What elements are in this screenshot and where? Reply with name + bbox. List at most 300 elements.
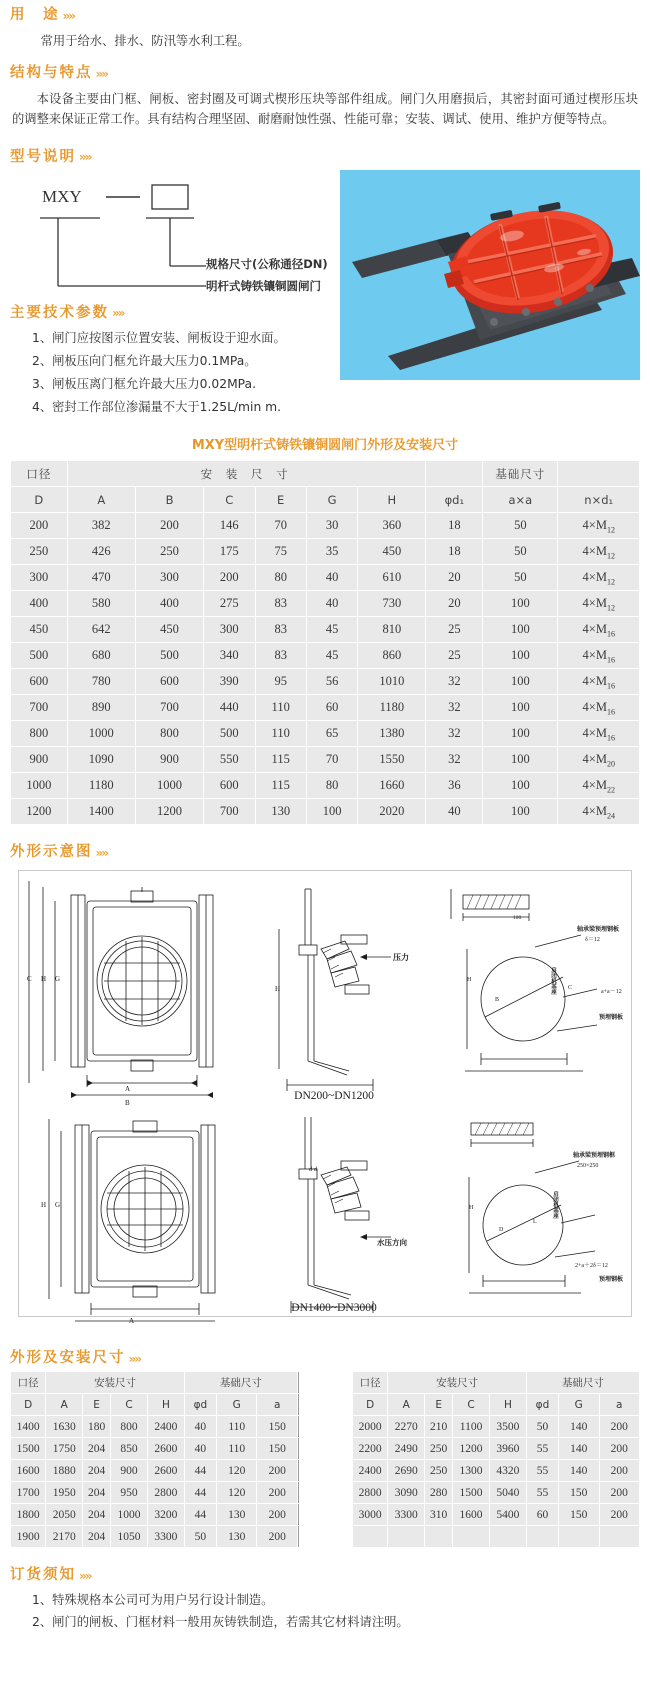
table-cell: 45 bbox=[307, 643, 357, 668]
table-cell: 450 bbox=[358, 539, 425, 564]
table-cell: 75 bbox=[256, 539, 306, 564]
table-cell: 310 bbox=[425, 1504, 452, 1525]
section-heading-structure bbox=[10, 66, 640, 82]
table-row bbox=[11, 1504, 639, 1525]
table-cell: 450 bbox=[11, 617, 67, 642]
svg-text:H: H bbox=[467, 977, 472, 984]
table-cell: 2170 bbox=[46, 1526, 82, 1547]
svg-text:预埋钢板: 预埋钢板 bbox=[599, 1014, 624, 1022]
table-cell: 25 bbox=[426, 617, 482, 642]
table-cell: 360 bbox=[358, 513, 425, 538]
table-cell: 130 bbox=[217, 1504, 257, 1525]
table-cell: 35 bbox=[307, 539, 357, 564]
table-cell: 5400 bbox=[490, 1504, 526, 1525]
table-cell: 204 bbox=[83, 1526, 110, 1547]
table-cell: 120 bbox=[217, 1460, 257, 1481]
col-D: D bbox=[353, 1394, 387, 1415]
table-cell bbox=[490, 1526, 526, 1547]
chevron-right-icon: »» bbox=[128, 1352, 141, 1367]
table-cell: 1200 bbox=[136, 799, 203, 824]
table-cell: 390 bbox=[204, 669, 254, 694]
col-φd: φd bbox=[185, 1394, 216, 1415]
col-D: D bbox=[11, 1394, 45, 1415]
svg-text:H: H bbox=[41, 975, 47, 984]
table-cell: 1400 bbox=[11, 1416, 45, 1437]
table-cell: 140 bbox=[559, 1460, 599, 1481]
col-A: A bbox=[68, 487, 135, 512]
col-G: G bbox=[217, 1394, 257, 1415]
svg-text:B: B bbox=[495, 997, 500, 1004]
table-cell: 2400 bbox=[353, 1460, 387, 1481]
table-cell: 56 bbox=[307, 669, 357, 694]
table-cell: 100 bbox=[483, 669, 557, 694]
table-cell: 900 bbox=[11, 747, 67, 772]
main-table-column-header-row bbox=[11, 487, 639, 512]
table-cell: 100 bbox=[483, 695, 557, 720]
table-cell: 1200 bbox=[11, 799, 67, 824]
svg-text:MXY: MXY bbox=[42, 186, 82, 206]
table-cell: 1750 bbox=[46, 1438, 82, 1459]
table-cell: 115 bbox=[256, 773, 306, 798]
table-cell: 426 bbox=[68, 539, 135, 564]
table-cell: 65 bbox=[307, 721, 357, 746]
table-cell-bolt-spec: $4\times M_{16}$ bbox=[558, 721, 639, 746]
drawing-caption-bottom: DN1400~DN3000 bbox=[291, 1302, 377, 1315]
table-cell: 55 bbox=[527, 1482, 558, 1503]
model-label-size: 规格尺寸(公称通径DN) bbox=[206, 256, 328, 271]
table-cell: 44 bbox=[185, 1460, 216, 1481]
table-cell: 40 bbox=[426, 799, 482, 824]
chevron-right-icon: »» bbox=[95, 66, 108, 81]
table-cell: 250 bbox=[136, 539, 203, 564]
table-cell: 900 bbox=[136, 747, 203, 772]
table-cell: 210 bbox=[425, 1416, 452, 1437]
table-cell: 200 bbox=[600, 1416, 640, 1437]
table-cell: 2690 bbox=[388, 1460, 424, 1481]
table-cell: 2200 bbox=[353, 1438, 387, 1459]
table-cell bbox=[527, 1526, 558, 1547]
table-cell: 40 bbox=[185, 1416, 216, 1437]
svg-text:100: 100 bbox=[513, 915, 522, 922]
section-heading-outline-dims bbox=[10, 1351, 640, 1367]
table-cell: 2400 bbox=[148, 1416, 184, 1437]
table-cell: 3200 bbox=[148, 1504, 184, 1525]
table-cell: 100 bbox=[483, 747, 557, 772]
structure-heading-text: 结构与特点 bbox=[10, 64, 93, 81]
outline-drawing-box bbox=[18, 870, 632, 1326]
svg-text:H: H bbox=[275, 985, 281, 994]
table-row bbox=[11, 643, 639, 668]
dual-table-body bbox=[11, 1416, 639, 1547]
table-cell: 60 bbox=[527, 1504, 558, 1525]
col-A: A bbox=[46, 1394, 82, 1415]
table-cell: 150 bbox=[559, 1504, 599, 1525]
table-cell: 110 bbox=[217, 1416, 257, 1437]
table-cell: 2800 bbox=[353, 1482, 387, 1503]
table-cell: 204 bbox=[83, 1460, 110, 1481]
table-divider bbox=[298, 1460, 352, 1481]
svg-text:A: A bbox=[125, 1085, 131, 1094]
table-cell: 32 bbox=[426, 747, 482, 772]
table-cell: 1100 bbox=[453, 1416, 489, 1437]
param-item: 2、闸板压向门框允许最大压力0.1MPa。 bbox=[32, 354, 257, 369]
table-cell: 300 bbox=[11, 565, 67, 590]
param-item: 4、密封工作部位渗漏量不大于1.25L/min m. bbox=[32, 399, 282, 414]
table-divider bbox=[298, 1504, 352, 1525]
section-heading-outline bbox=[10, 845, 640, 861]
table-cell: 83 bbox=[256, 617, 306, 642]
table-cell: 2600 bbox=[148, 1460, 184, 1481]
main-table-group-header-row bbox=[11, 461, 639, 486]
table-cell: 200 bbox=[600, 1482, 640, 1503]
table-cell: 200 bbox=[600, 1438, 640, 1459]
table-cell: 780 bbox=[68, 669, 135, 694]
table-cell: 100 bbox=[483, 721, 557, 746]
table-cell: 1010 bbox=[358, 669, 425, 694]
col-G: G bbox=[307, 487, 357, 512]
col-a: a bbox=[600, 1394, 640, 1415]
table-row bbox=[11, 617, 639, 642]
table-cell: 3000 bbox=[353, 1504, 387, 1525]
table-cell: 130 bbox=[256, 799, 306, 824]
group-header-install-left: 安装尺寸 bbox=[46, 1372, 184, 1393]
table-row bbox=[11, 513, 639, 538]
table-cell: 70 bbox=[307, 747, 357, 772]
table-row bbox=[11, 669, 639, 694]
table-cell bbox=[559, 1526, 599, 1547]
table-cell: 5040 bbox=[490, 1482, 526, 1503]
col-H: H bbox=[148, 1394, 184, 1415]
table-cell: 200 bbox=[11, 513, 67, 538]
main-dimensions-table bbox=[10, 460, 640, 825]
table-cell: 18 bbox=[426, 513, 482, 538]
svg-text:B: B bbox=[125, 1099, 130, 1108]
table-cell-bolt-spec: $4\times M_{12}$ bbox=[558, 539, 639, 564]
table-cell: 45 bbox=[307, 617, 357, 642]
order-note-item: 2、闸门的闸板、门框材料一般用灰铸铁制造，若需其它材料请注明。 bbox=[32, 1614, 409, 1629]
table-cell: 1600 bbox=[11, 1460, 45, 1481]
svg-text:2+a＋2δ＝12: 2+a＋2δ＝12 bbox=[575, 1263, 608, 1270]
table-cell: 200 bbox=[257, 1504, 297, 1525]
table-cell: 100 bbox=[483, 591, 557, 616]
technical-drawings-svg bbox=[19, 871, 649, 1326]
col-A: A bbox=[388, 1394, 424, 1415]
dual-table-head bbox=[11, 1372, 639, 1415]
table-cell-bolt-spec: $4\times M_{16}$ bbox=[558, 643, 639, 668]
outline-heading-text: 外形示意图 bbox=[10, 844, 93, 861]
col-D: D bbox=[11, 487, 67, 512]
table-cell: 2800 bbox=[148, 1482, 184, 1503]
table-cell: 80 bbox=[256, 565, 306, 590]
main-table-head bbox=[11, 461, 639, 512]
table-cell: 610 bbox=[358, 565, 425, 590]
table-cell: 1800 bbox=[11, 1504, 45, 1525]
table-cell: 50 bbox=[483, 565, 557, 590]
table-cell: 1180 bbox=[358, 695, 425, 720]
table-cell: 200 bbox=[204, 565, 254, 590]
table-cell-bolt-spec: $4\times M_{16}$ bbox=[558, 669, 639, 694]
table-cell: 1050 bbox=[111, 1526, 147, 1547]
chevron-right-icon: »» bbox=[112, 306, 124, 321]
table-cell: 100 bbox=[483, 773, 557, 798]
table-cell: 50 bbox=[185, 1526, 216, 1547]
table-cell-bolt-spec: $4\times M_{16}$ bbox=[558, 617, 639, 642]
table-cell: 382 bbox=[68, 513, 135, 538]
table-cell: 1090 bbox=[68, 747, 135, 772]
table-cell: 110 bbox=[256, 695, 306, 720]
table-cell: 860 bbox=[358, 643, 425, 668]
chevron-right-icon: »» bbox=[95, 846, 108, 861]
table-cell bbox=[600, 1526, 640, 1547]
table-divider bbox=[298, 1482, 352, 1503]
table-cell bbox=[353, 1526, 387, 1547]
table-cell: 2600 bbox=[148, 1438, 184, 1459]
table-cell: 32 bbox=[426, 721, 482, 746]
table-cell: 1950 bbox=[46, 1482, 82, 1503]
table-cell: 400 bbox=[136, 591, 203, 616]
table-cell: 120 bbox=[217, 1482, 257, 1503]
table-cell: 3500 bbox=[490, 1416, 526, 1437]
table-cell: 2270 bbox=[388, 1416, 424, 1437]
col-a: a bbox=[257, 1394, 297, 1415]
svg-text:d d: d d bbox=[309, 1166, 318, 1174]
svg-text:压力: 压力 bbox=[393, 953, 409, 963]
svg-text:轴承梁预埋钢框: 轴承梁预埋钢框 bbox=[573, 1152, 616, 1160]
table-cell: 200 bbox=[257, 1482, 297, 1503]
table-cell: 110 bbox=[217, 1438, 257, 1459]
table-cell: 470 bbox=[68, 565, 135, 590]
table-cell: 250 bbox=[425, 1460, 452, 1481]
svg-text:H: H bbox=[469, 1205, 474, 1212]
section-heading-usage bbox=[10, 8, 640, 24]
table-cell: 140 bbox=[559, 1416, 599, 1437]
table-cell: 275 bbox=[204, 591, 254, 616]
table-cell: 180 bbox=[83, 1416, 110, 1437]
model-code-diagram bbox=[10, 178, 640, 298]
col-C: C bbox=[111, 1394, 147, 1415]
table-cell: 40 bbox=[307, 591, 357, 616]
table-cell: 680 bbox=[68, 643, 135, 668]
table-cell: 50 bbox=[527, 1416, 558, 1437]
chevron-right-icon: »» bbox=[62, 8, 75, 23]
table-cell: 3300 bbox=[388, 1504, 424, 1525]
dual-table-group-header-row bbox=[11, 1372, 639, 1393]
table-divider bbox=[298, 1372, 352, 1393]
table-cell-bolt-spec: $4\times M_{24}$ bbox=[558, 799, 639, 824]
table-cell: 200 bbox=[600, 1504, 640, 1525]
table-divider bbox=[298, 1416, 352, 1437]
table-cell: 400 bbox=[11, 591, 67, 616]
usage-heading-text: 用 途 bbox=[10, 7, 60, 23]
table-divider bbox=[298, 1394, 352, 1415]
table-cell: 130 bbox=[217, 1526, 257, 1547]
table-cell: 50 bbox=[483, 539, 557, 564]
table-cell: 100 bbox=[483, 799, 557, 824]
col-B: B bbox=[136, 487, 203, 512]
table-cell: 150 bbox=[257, 1438, 297, 1459]
order-heading-text: 订货须知 bbox=[10, 1567, 76, 1584]
chevron-right-icon: »» bbox=[79, 1569, 91, 1584]
table-cell: 204 bbox=[83, 1482, 110, 1503]
col-G: G bbox=[559, 1394, 599, 1415]
table-cell: 100 bbox=[483, 617, 557, 642]
table-cell: 83 bbox=[256, 591, 306, 616]
table-cell: 2020 bbox=[358, 799, 425, 824]
table-cell: 115 bbox=[256, 747, 306, 772]
table-cell: 100 bbox=[307, 799, 357, 824]
svg-text:C: C bbox=[568, 985, 573, 992]
table-cell: 900 bbox=[111, 1460, 147, 1481]
table-cell: 110 bbox=[256, 721, 306, 746]
table-cell: 450 bbox=[136, 617, 203, 642]
table-cell: 550 bbox=[204, 747, 254, 772]
svg-text:a+a－12: a+a－12 bbox=[601, 989, 622, 996]
table-cell: 70 bbox=[256, 513, 306, 538]
svg-text:δ＝12: δ＝12 bbox=[585, 937, 600, 944]
svg-text:H: H bbox=[41, 1201, 47, 1210]
group-header-bore-left: 口径 bbox=[11, 1372, 45, 1393]
table-cell: 4320 bbox=[490, 1460, 526, 1481]
group-header-bore-right: 口径 bbox=[353, 1372, 387, 1393]
table-cell: 30 bbox=[307, 513, 357, 538]
group-header-foundation: 基础尺寸 bbox=[483, 461, 557, 486]
table-cell: 32 bbox=[426, 669, 482, 694]
table-cell: 800 bbox=[136, 721, 203, 746]
usage-text: 常用于给水、排水、防汛等水利工程。 bbox=[40, 33, 250, 48]
table-cell: 580 bbox=[68, 591, 135, 616]
table-cell: 20 bbox=[426, 565, 482, 590]
table-cell: 600 bbox=[11, 669, 67, 694]
group-header-install: 安 装 尺 寸 bbox=[68, 461, 426, 486]
table-cell: 140 bbox=[559, 1438, 599, 1459]
svg-text:C: C bbox=[27, 975, 32, 984]
dual-table-column-header-row bbox=[11, 1394, 639, 1415]
svg-text:G: G bbox=[55, 975, 61, 984]
svg-text:启闭机基座: 启闭机基座 bbox=[550, 967, 556, 995]
table-cell: 146 bbox=[204, 513, 254, 538]
table-row bbox=[11, 773, 639, 798]
group-header-install-right: 安装尺寸 bbox=[388, 1372, 526, 1393]
table-row bbox=[11, 721, 639, 746]
model-heading-text: 型号说明 bbox=[10, 148, 76, 165]
col-H: H bbox=[358, 487, 425, 512]
table-cell: 700 bbox=[136, 695, 203, 720]
table-row bbox=[11, 1416, 639, 1437]
table-cell: 300 bbox=[136, 565, 203, 590]
main-table-body bbox=[11, 513, 639, 824]
table-cell: 2000 bbox=[353, 1416, 387, 1437]
table-row bbox=[11, 565, 639, 590]
table-row bbox=[11, 539, 639, 564]
svg-text:A: A bbox=[129, 1317, 135, 1326]
table-cell: 800 bbox=[11, 721, 67, 746]
table-cell: 40 bbox=[307, 565, 357, 590]
table-cell: 44 bbox=[185, 1504, 216, 1525]
col-phi-d1: φd₁ bbox=[426, 487, 482, 512]
param-item: 3、闸板压离门框允许最大压力0.02MPa. bbox=[32, 376, 256, 391]
params-heading-text: 主要技术参数 bbox=[10, 304, 109, 321]
table-cell: 1880 bbox=[46, 1460, 82, 1481]
table-cell: 1200 bbox=[453, 1438, 489, 1459]
table-cell: 204 bbox=[83, 1504, 110, 1525]
table-cell: 250 bbox=[11, 539, 67, 564]
table-cell: 2490 bbox=[388, 1438, 424, 1459]
table-row bbox=[11, 591, 639, 616]
col-E: E bbox=[256, 487, 306, 512]
table-cell: 1380 bbox=[358, 721, 425, 746]
table-cell bbox=[453, 1526, 489, 1547]
group-header-foundation-right: 基础尺寸 bbox=[527, 1372, 639, 1393]
table-cell-bolt-spec: $4\times M_{20}$ bbox=[558, 747, 639, 772]
table-cell: 200 bbox=[136, 513, 203, 538]
table-cell: 1400 bbox=[68, 799, 135, 824]
order-notes-list bbox=[10, 1590, 640, 1633]
table-cell: 32 bbox=[426, 695, 482, 720]
table-cell: 1000 bbox=[111, 1504, 147, 1525]
outline-dims-heading-text: 外形及安装尺寸 bbox=[10, 1350, 126, 1367]
table-cell bbox=[425, 1526, 452, 1547]
table-cell-bolt-spec: $4\times M_{12}$ bbox=[558, 565, 639, 590]
table-cell: 3090 bbox=[388, 1482, 424, 1503]
svg-text:启闭机基座: 启闭机基座 bbox=[552, 1191, 558, 1219]
main-table-title: MXY型明杆式铸铁镶铜圆闸门外形及安装尺寸 bbox=[191, 438, 459, 454]
table-cell: 55 bbox=[527, 1438, 558, 1459]
table-row bbox=[11, 695, 639, 720]
table-cell: 150 bbox=[559, 1482, 599, 1503]
outline-dimensions-table bbox=[10, 1371, 640, 1548]
table-cell: 200 bbox=[257, 1526, 297, 1547]
svg-text:L: L bbox=[533, 1219, 537, 1226]
table-cell: 700 bbox=[204, 799, 254, 824]
table-cell: 730 bbox=[358, 591, 425, 616]
table-cell: 18 bbox=[426, 539, 482, 564]
structure-text: 本设备主要由门框、闸板、密封圈及可调式楔形压块等部件组成。闸门久用磨损后，其密封面可通过楔形压块的调整来保证正常工作。具有结构合理坚固、耐磨耐蚀性强、性能可靠；安装、调试、使用、维护方便等特点。 bbox=[12, 91, 638, 126]
table-cell: 1000 bbox=[11, 773, 67, 798]
order-note-item: 1、特殊规格本公司可为用户另行设计制造。 bbox=[32, 1593, 274, 1608]
section-heading-model bbox=[10, 150, 640, 166]
table-cell: 100 bbox=[483, 643, 557, 668]
table-row bbox=[11, 799, 639, 824]
table-cell: 500 bbox=[136, 643, 203, 668]
group-header-foundation-left: 基础尺寸 bbox=[185, 1372, 297, 1393]
table-cell: 25 bbox=[426, 643, 482, 668]
table-cell: 1500 bbox=[11, 1438, 45, 1459]
table-cell: 1700 bbox=[11, 1482, 45, 1503]
table-cell-bolt-spec: $4\times M_{22}$ bbox=[558, 773, 639, 798]
table-cell: 1630 bbox=[46, 1416, 82, 1437]
table-cell: 950 bbox=[111, 1482, 147, 1503]
svg-text:水压方向: 水压方向 bbox=[377, 1238, 407, 1248]
table-cell: 1000 bbox=[68, 721, 135, 746]
chevron-right-icon: »» bbox=[79, 150, 91, 165]
svg-text:轴承梁预埋钢板: 轴承梁预埋钢板 bbox=[577, 926, 620, 934]
table-cell: 60 bbox=[307, 695, 357, 720]
table-cell: 44 bbox=[185, 1482, 216, 1503]
table-cell: 55 bbox=[527, 1460, 558, 1481]
table-cell: 36 bbox=[426, 773, 482, 798]
table-cell: 340 bbox=[204, 643, 254, 668]
table-cell: 1600 bbox=[453, 1504, 489, 1525]
table-cell: 2050 bbox=[46, 1504, 82, 1525]
table-cell: 175 bbox=[204, 539, 254, 564]
section-heading-order bbox=[10, 1568, 640, 1584]
table-row bbox=[11, 1460, 639, 1481]
table-cell: 250 bbox=[425, 1438, 452, 1459]
svg-text:D: D bbox=[499, 1227, 504, 1234]
col-H: H bbox=[490, 1394, 526, 1415]
drawing-caption-top: DN200~DN1200 bbox=[294, 1090, 374, 1103]
table-cell: 80 bbox=[307, 773, 357, 798]
